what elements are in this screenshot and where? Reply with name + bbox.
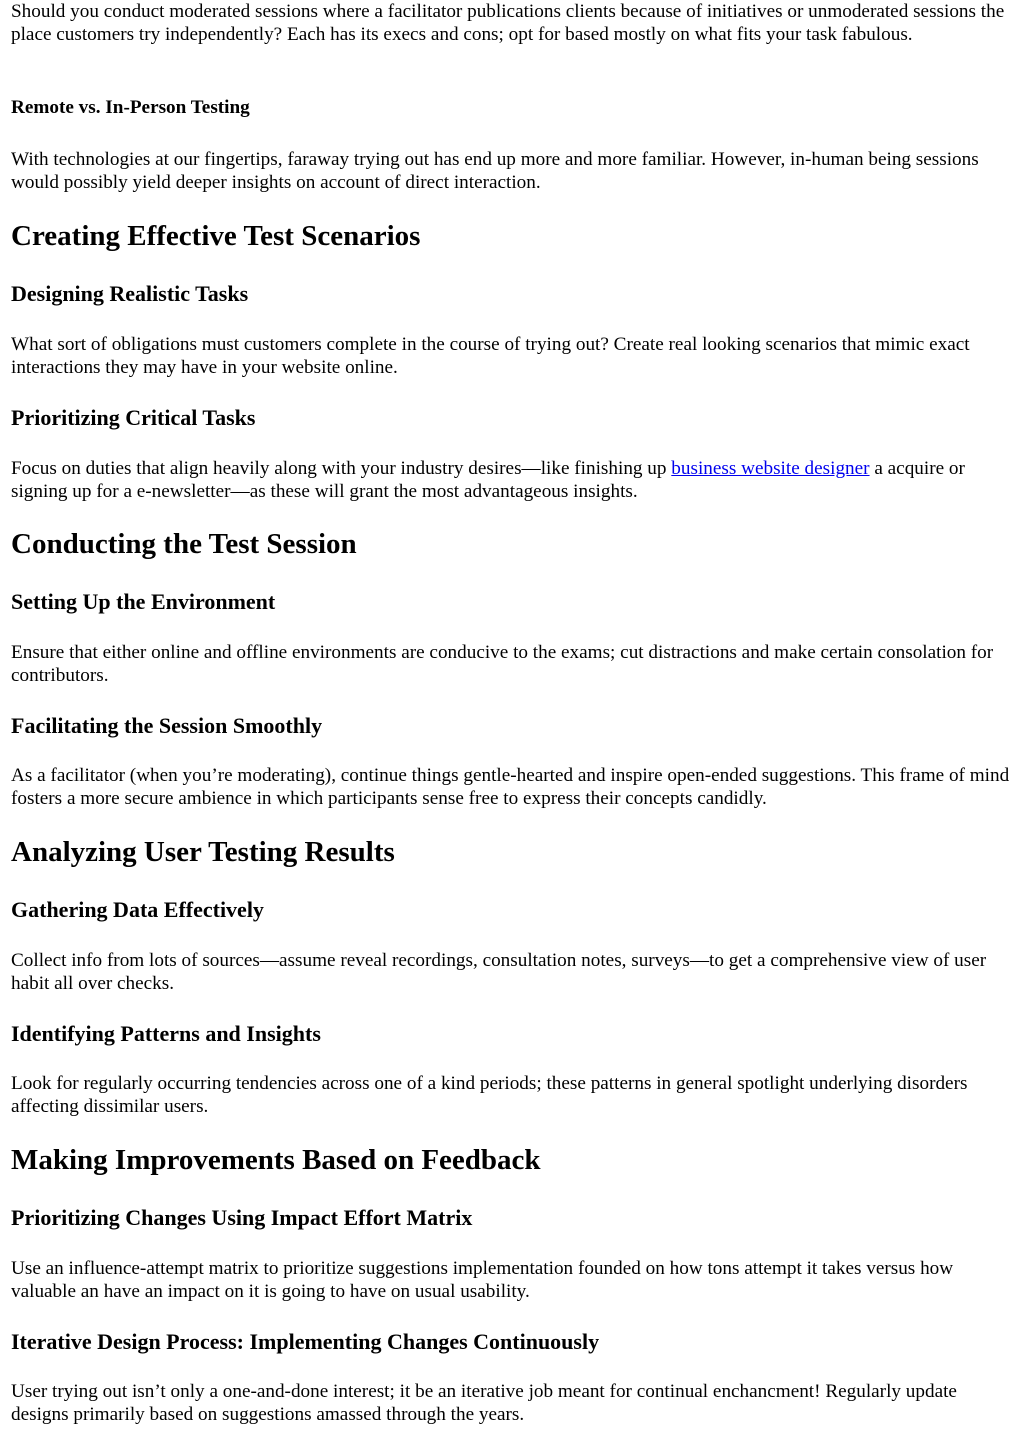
- section-title-analyzing-results: Analyzing User Testing Results: [11, 836, 395, 868]
- heading-facilitating-session: Facilitating the Session Smoothly: [11, 713, 323, 738]
- heading-identifying-patterns: Identifying Patterns and Insights: [11, 1021, 321, 1046]
- paragraph-text-before-link: Focus on duties that align heavily along with your industry desires—like finishing up: [11, 458, 672, 479]
- paragraph-prioritizing-tasks: [11, 457, 1011, 503]
- section-title-test-scenarios: Creating Effective Test Scenarios: [11, 220, 421, 252]
- section-title-making-improvements: Making Improvements Based on Feedback: [11, 1144, 541, 1176]
- paragraph-text-after-link: a acquire or signing up for a e-newsletter—as these will grant the most advantageous insights.: [11, 458, 965, 502]
- business-website-designer-link[interactable]: business website designer: [671, 458, 870, 479]
- heading-setting-up-environment: Setting Up the Environment: [11, 589, 276, 614]
- paragraph-impact-effort-matrix: Use an influence-attempt matrix to prioritize suggestions implementation founded on how tons attempt it takes versus how valuable an have an impact on it is going to have on usual usability.: [11, 1258, 954, 1302]
- heading-prioritizing-tasks: Prioritizing Critical Tasks: [11, 405, 256, 430]
- paragraph-facilitating-session: As a facilitator (when you’re moderating), continue things gentle-hearted and inspire open-ended suggestions. This frame of mind fosters a more secure ambience in which participants sense free to express their concepts candidly.: [11, 765, 1010, 809]
- paragraph-setting-up-environment: Ensure that either online and offline environments are conducive to the exams; cut distractions and make certain consolation for contributors.: [11, 642, 994, 686]
- heading-designing-tasks: Designing Realistic Tasks: [11, 281, 249, 306]
- paragraph-identifying-patterns: Look for regularly occurring tendencies across one of a kind periods; these patterns in general spotlight underlying disorders affecting dissimilar users.: [11, 1073, 968, 1117]
- paragraph-remote-testing: With technologies at our fingertips, faraway trying out has end up more and more familiar. However, in-human being sessions would possibly yield deeper insights on account of direct interaction.: [11, 149, 979, 193]
- heading-impact-effort-matrix: Prioritizing Changes Using Impact Effort Matrix: [11, 1205, 473, 1230]
- paragraph-iterative-design: User trying out isn’t only a one-and-done interest; it be an iterative job meant for continual enchancment! Regularly update designs primarily based on suggestions amassed through the years.: [11, 1381, 957, 1425]
- heading-remote-vs-in-person: Remote vs. In-Person Testing: [11, 97, 250, 118]
- paragraph-gathering-data: Collect info from lots of sources—assume reveal recordings, consultation notes, surveys—to get a comprehensive view of user habit all over checks.: [11, 950, 987, 994]
- intro-paragraph: Should you conduct moderated sessions where a facilitator publications clients because of initiatives or unmoderated sessions the place customers try independently? Each has its execs and cons; opt for based mostly on what fits your task fabulous.: [11, 1, 1005, 45]
- section-title-conducting-session: Conducting the Test Session: [11, 528, 357, 560]
- heading-iterative-design: Iterative Design Process: Implementing Changes Continuously: [11, 1329, 600, 1354]
- paragraph-designing-tasks: What sort of obligations must customers complete in the course of trying out? Create real looking scenarios that mimic exact interactions they may have in your website online.: [11, 334, 970, 378]
- heading-gathering-data: Gathering Data Effectively: [11, 897, 264, 922]
